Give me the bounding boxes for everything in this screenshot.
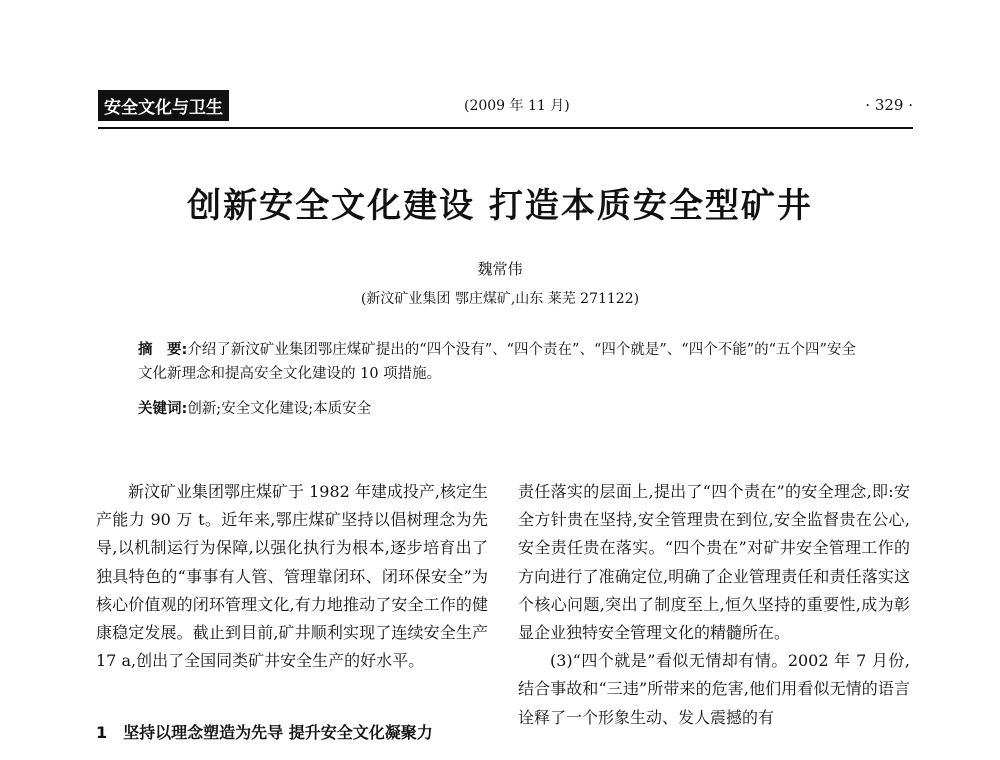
journal-section-tag: 安全文化与卫生	[98, 90, 229, 121]
abstract-label: 摘 要:	[138, 342, 188, 358]
abstract	[138, 338, 858, 386]
header-rule	[98, 127, 913, 129]
article-title: 创新安全文化建设 打造本质安全型矿井	[187, 186, 813, 226]
page-number: · 329 ·	[865, 96, 913, 114]
abstract-text: 介绍了新汶矿业集团鄂庄煤矿提出的“四个没有”、“四个责在”、“四个就是”、“四个不能”的“五个四”安全文化新理念和提高安全文化建设的 10 项措施。	[138, 342, 856, 382]
keywords-label: 关键词:	[138, 401, 188, 417]
right-paragraph-2: (3)“四个就是”看似无情却有情。2002 年 7 月份,结合事故和“三违”所带来的危害,他们用看似无情的语言诠释了一个形象生动、发人震撼的有	[518, 651, 910, 727]
keywords	[138, 397, 858, 418]
right-paragraph-1: 责任落实的层面上,提出了“四个责在”的安全理念,即:安全方针贵在坚持,安全管理贵在到位,安全监督贵在公心,安全责任贵在落实。“四个贵在”对矿井安全管理工作的方向进行了准确定位,明确了企业管理责任和责任落实这个核心问题,突出了制度至上,恒久坚持的重要性,成为彰显企业独特安全管理文化的精髓所在。	[518, 482, 910, 643]
running-header	[98, 88, 913, 130]
right-column	[518, 478, 910, 732]
intro-paragraph: 新汶矿业集团鄂庄煤矿于 1982 年建成投产,核定生产能力 90 万 t。近年来,鄂庄煤矿坚持以倡树理念为先导,以机制运行为保障,以强化执行为根本,逐步培育出了独具特色的“事事有人管、管理靠闭环、闭环保安全”为核心价值观的闭环管理文化,有力地推动了安全工作的健康稳定发展。截止到目前,矿井顺利实现了连续安全生产 17 a,创出了全国同类矿井安全生产的好水平。	[96, 482, 488, 671]
section-1-heading: 1 坚持以理念塑造为先导 提升安全文化凝聚力	[96, 723, 433, 742]
author-affiliation: (新汶矿业集团 鄂庄煤矿,山东 莱芜 271122)	[360, 291, 640, 307]
author-name: 魏常伟	[477, 260, 523, 278]
issue-date: (2009 年 11 月)	[464, 98, 570, 114]
keywords-text: 创新;安全文化建设;本质安全	[187, 401, 372, 417]
left-column	[96, 478, 488, 675]
